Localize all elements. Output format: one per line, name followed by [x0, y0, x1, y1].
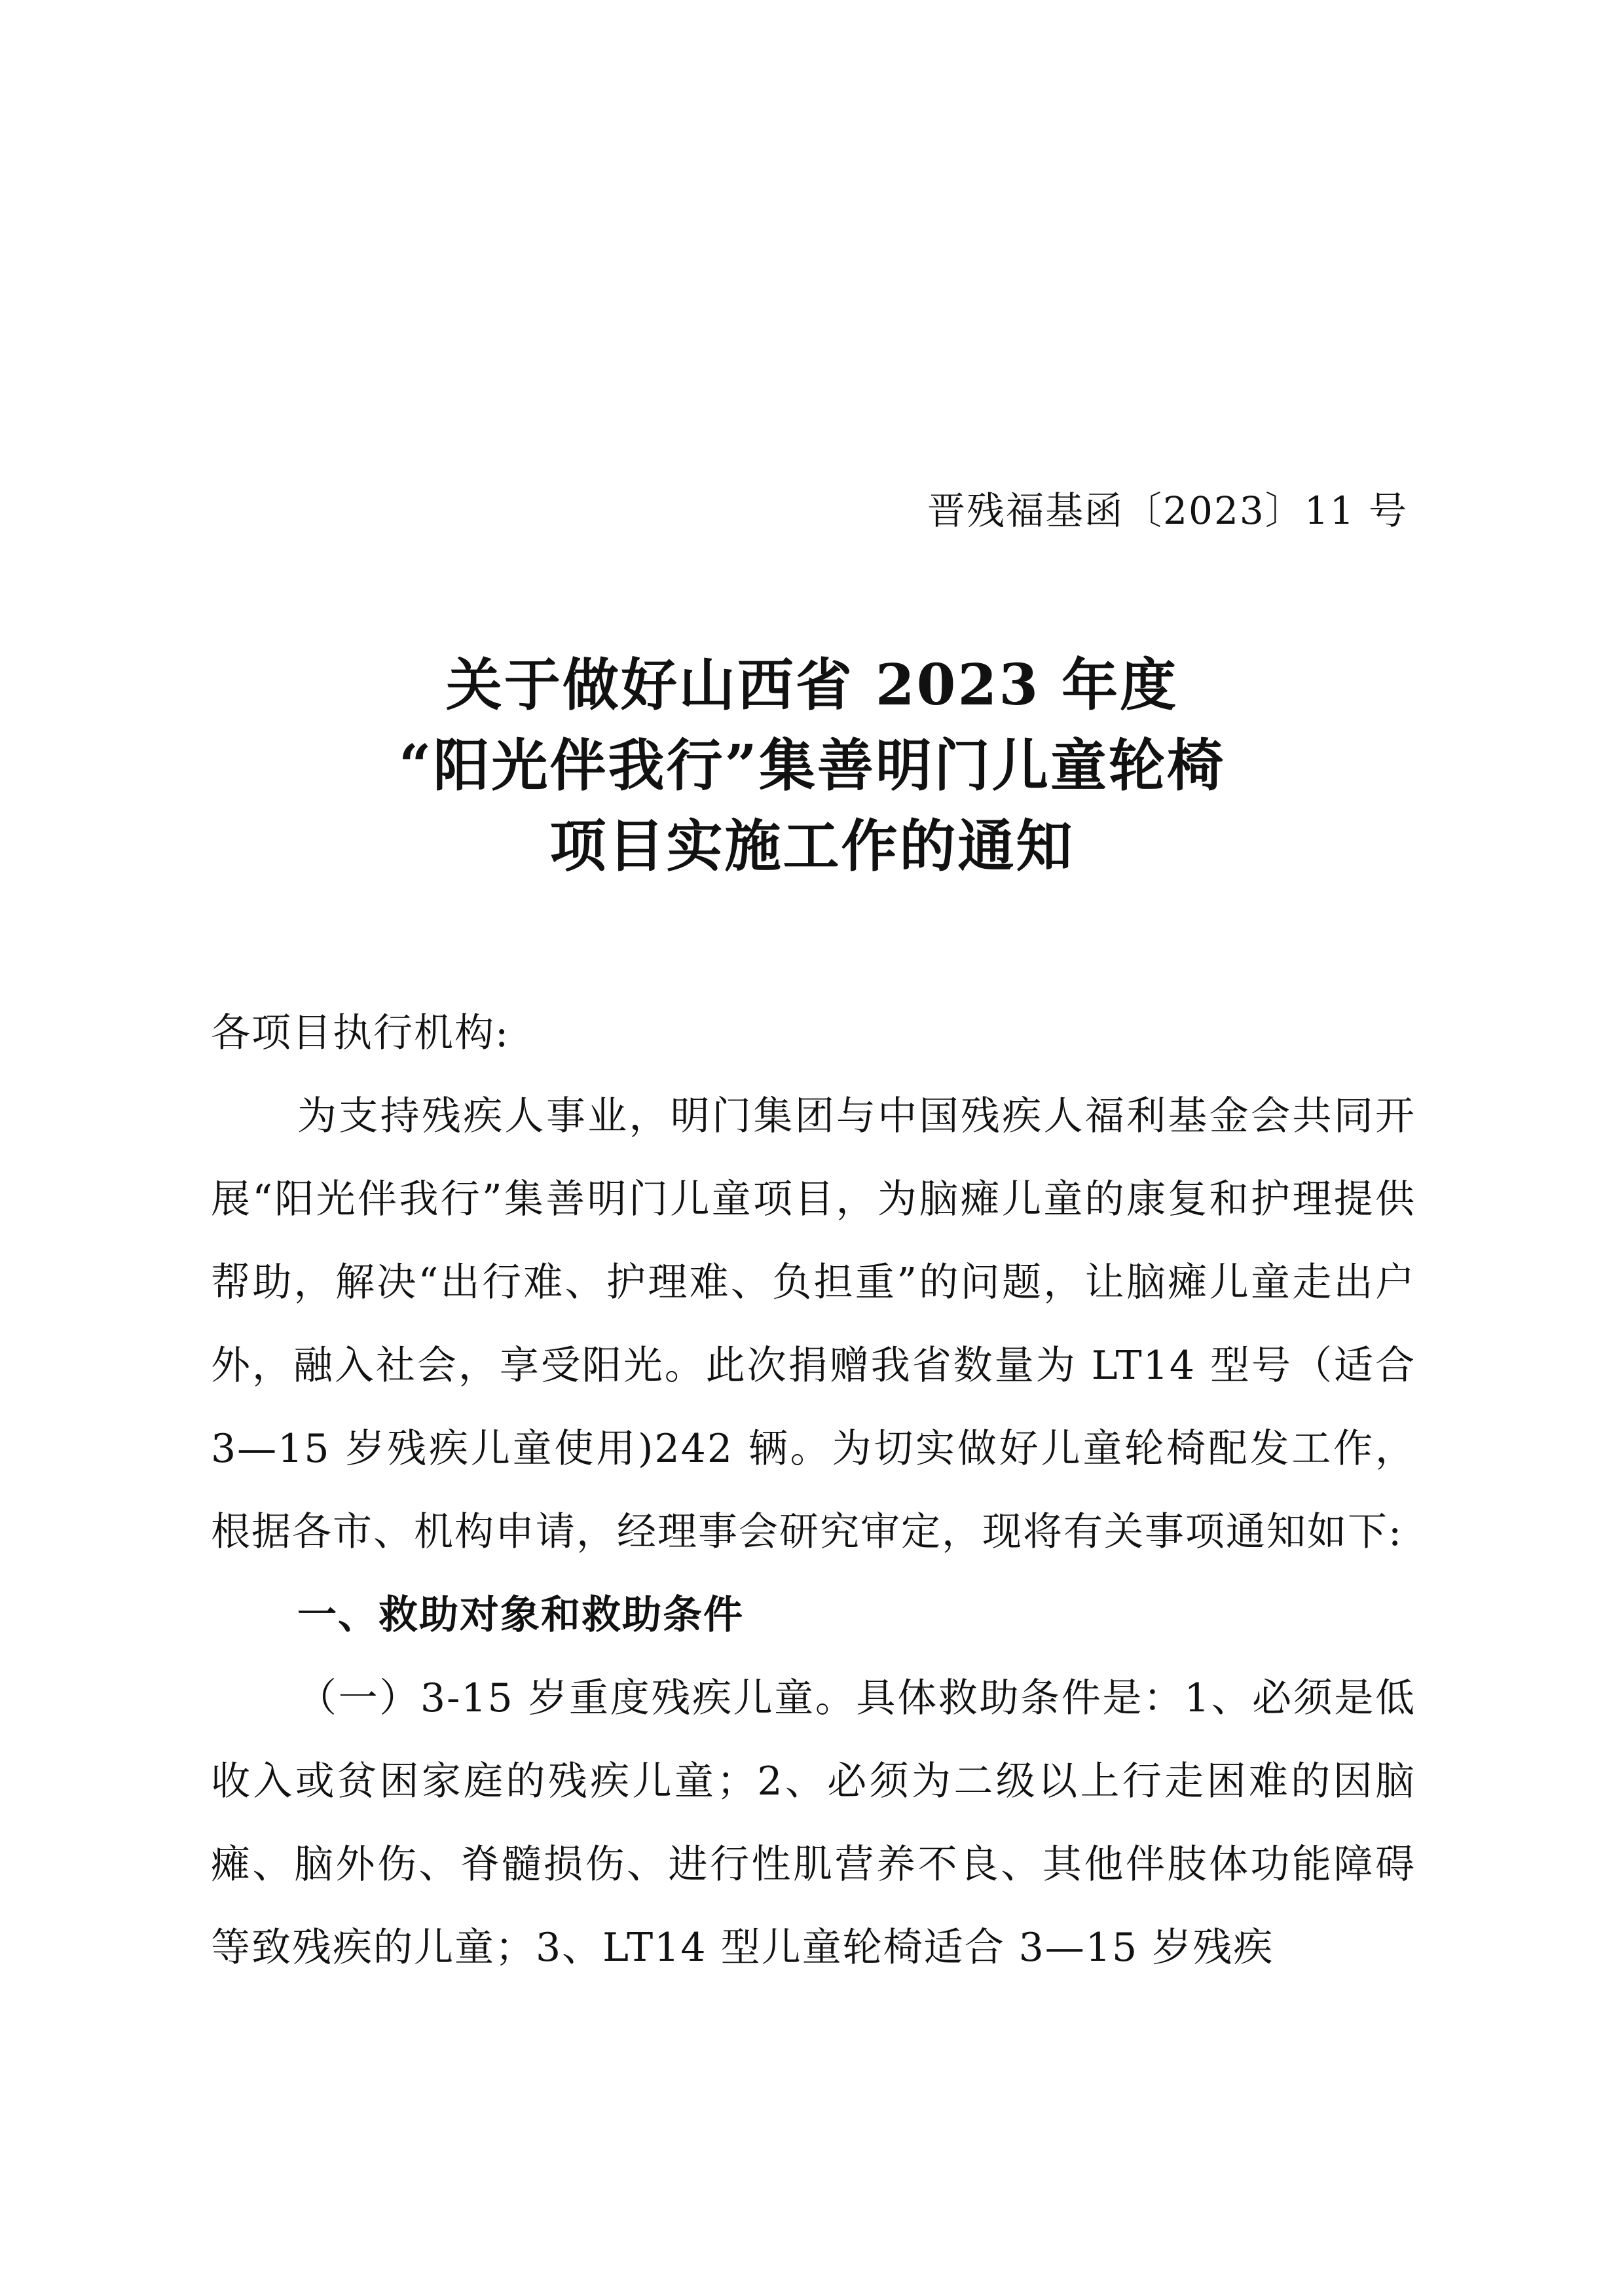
paragraph-intro: 为支持残疾人事业，明门集团与中国残疾人福利基金会共同开展“阳光伴我行”集善明门儿童项目，为脑瘫儿童的康复和护理提供帮助，解决“出行难、护理难、负担重”的问题，让脑瘫儿童走出户外，融入社会，享受阳光。此次捐赠我省数量为 LT14 型号（适合 3—15 岁残疾儿童使用)242 辆。为切实做好儿童轮椅配发工作，根据各市、机构申请，经理事会研究审定，现将有关事项通知如下:	[211, 1093, 1416, 1555]
salutation: 各项目执行机构:	[211, 1010, 510, 1056]
document-title	[0, 645, 1624, 886]
document-number: 晋残福基函〔2023〕11 号	[927, 488, 1408, 533]
section-heading: 一、救助对象和救助条件	[297, 1592, 744, 1638]
paragraph-eligibility: （一）3-15 岁重度残疾儿童。具体救助条件是：1、必须是低收入或贫困家庭的残疾儿童；2、必须为二级以上行走困难的因脑瘫、脑外伤、脊髓损伤、进行性肌营养不良、其他伴肢体功能障碍等致残疾的儿童；3、LT14 型儿童轮椅适合 3—15 岁残疾	[211, 1675, 1416, 1971]
document-body	[211, 992, 1416, 1990]
title-line-1: 关于做好山西省 2023 年度	[445, 652, 1179, 718]
title-line-3: 项目实施工作的通知	[549, 813, 1075, 879]
title-line-2: “阳光伴我行”集善明门儿童轮椅	[399, 733, 1225, 799]
